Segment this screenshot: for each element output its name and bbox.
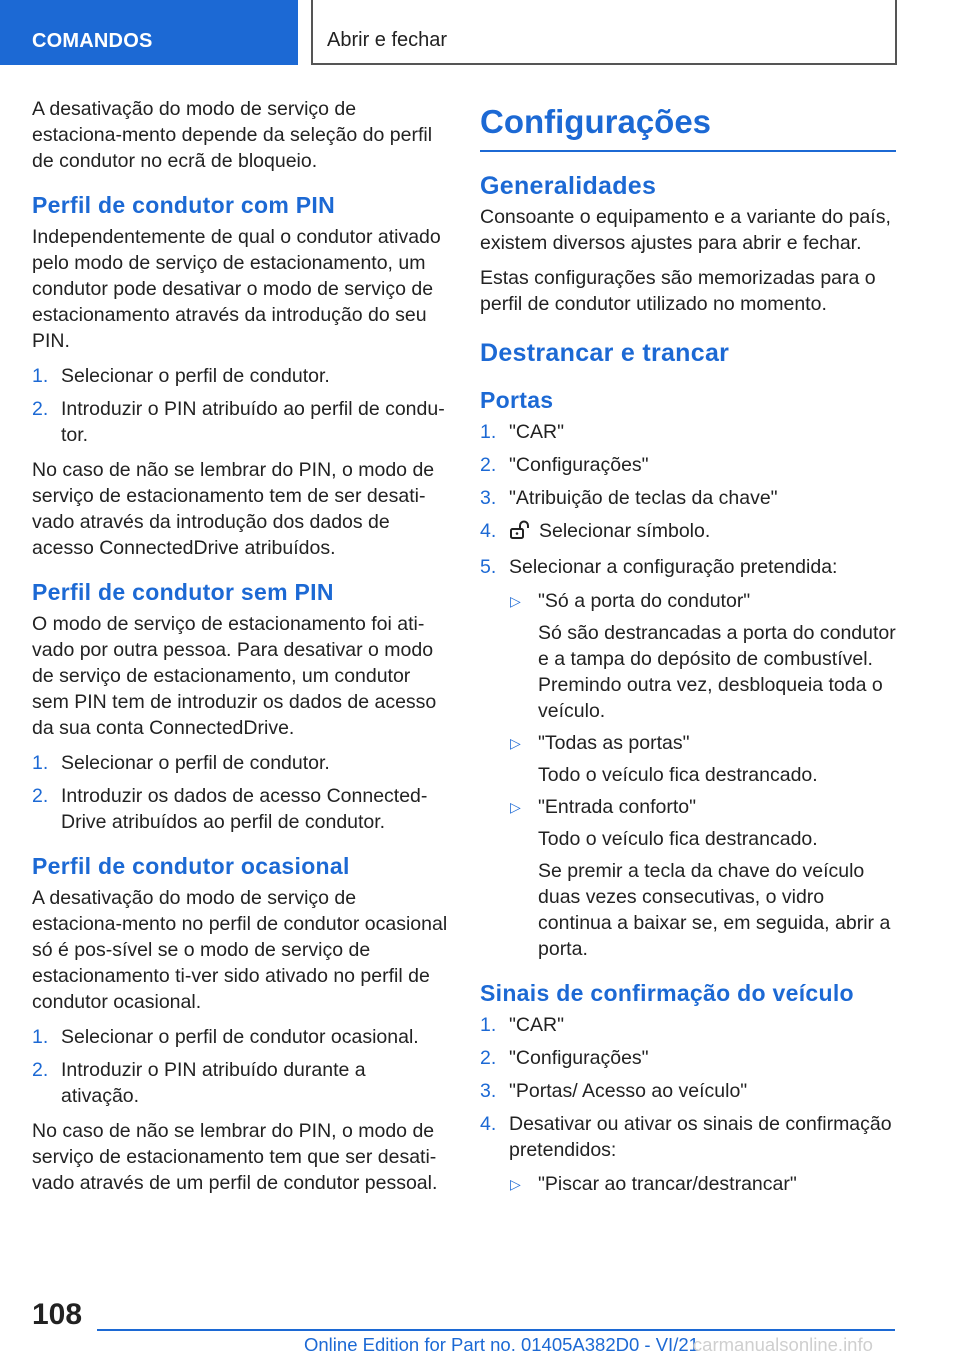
step-text: Introduzir o PIN atribuído durante a ativação. (61, 1059, 366, 1107)
list-item (480, 554, 896, 962)
option-label: "Todas as portas" (538, 732, 690, 754)
option-item (480, 1171, 896, 1197)
list-item (480, 1078, 896, 1104)
nopin-profile-text: O modo de serviço de estacionamento foi ati-vado por outra pessoa. Para desativar o modo de serviço de estacionamento, um condutor sem PIN tem de introduzir os dados de acesso da sua conta ConnectedDrive. (32, 613, 437, 739)
option-description: Só são destrancadas a porta do condutor e a tampa do depósito de combustível. Premindo outra vez, desbloqueia toda o veículo. (538, 622, 896, 722)
step-text: Selecionar a configuração pretendida: (509, 556, 838, 578)
list-item (480, 1111, 896, 1197)
step-number: 1. (32, 1026, 49, 1048)
list-item (480, 419, 896, 445)
general-text-2: Estas configurações são memorizadas para o perfil de condutor utilizado no momento. (480, 267, 876, 315)
step-number: 4. (480, 520, 497, 542)
list-item (480, 452, 896, 478)
step-text: Selecionar símbolo. (539, 520, 711, 542)
list-item (480, 1012, 896, 1038)
right-column (480, 100, 896, 1206)
step-number: 4. (480, 1113, 497, 1135)
step-text: Selecionar o perfil de condutor. (61, 365, 330, 387)
step-text: Desativar ou ativar os sinais de confirmação pretendidos: (509, 1113, 892, 1161)
list-item (32, 396, 448, 448)
step-number: 1. (32, 365, 49, 387)
guest-profile-heading: Perfil de condutor ocasional (32, 853, 350, 879)
option-description: Todo o veículo fica destrancado. (538, 764, 818, 786)
list-item (480, 1045, 896, 1071)
step-number: 3. (480, 487, 497, 509)
pin-profile-heading: Perfil de condutor com PIN (32, 192, 336, 218)
triangle-bullet-icon: ▷ (510, 1176, 521, 1192)
step-text: "Atribuição de teclas da chave" (509, 487, 778, 509)
step-number: 1. (480, 421, 497, 443)
watermark-text: carmanualsonline.info (692, 1334, 873, 1355)
triangle-bullet-icon: ▷ (510, 593, 521, 609)
triangle-bullet-icon: ▷ (510, 735, 521, 751)
list-item (32, 750, 448, 776)
pin-steps-list (32, 363, 448, 448)
page-number: 108 (32, 1298, 83, 1331)
option-item (480, 588, 896, 724)
general-heading: Generalidades (480, 172, 657, 200)
step-text: Selecionar o perfil de condutor. (61, 752, 330, 774)
list-item (480, 485, 896, 511)
step-text: "Portas/ Acesso ao veículo" (509, 1080, 748, 1102)
step-number: 3. (480, 1080, 497, 1102)
step-text: "Configurações" (509, 454, 649, 476)
intro-paragraph: A desativação do modo de serviço de estaciona-mento depende da seleção do perfil de condutor no ecrã de bloqueio. (32, 98, 433, 172)
nopin-steps-list (32, 750, 448, 835)
step-text: "Configurações" (509, 1047, 649, 1069)
chapter-tab (311, 0, 897, 65)
option-label: "Só a porta do condutor" (538, 590, 751, 612)
step-number: 2. (480, 454, 497, 476)
list-item (32, 1024, 448, 1050)
unlock-icon (509, 520, 531, 547)
settings-title: Configurações (480, 100, 896, 152)
doors-steps-list (480, 419, 896, 962)
guest-steps-list (32, 1024, 448, 1109)
option-description-extra: Se premir a tecla da chave do veículo duas vezes consecutivas, o vidro continua a baixar se, em seguida, abrir a porta. (538, 860, 891, 960)
step-number: 1. (480, 1014, 497, 1036)
step-number: 1. (32, 752, 49, 774)
step-text: "CAR" (509, 421, 565, 443)
left-column (32, 96, 448, 1205)
nopin-profile-heading: Perfil de condutor sem PIN (32, 579, 334, 605)
pin-note: No caso de não se lembrar do PIN, o modo de serviço de estacionamento tem de ser desati-vado através da introdução dos dados de acesso ConnectedDrive atribuídos. (32, 459, 435, 559)
signal-options-list (480, 1171, 896, 1197)
list-item (32, 363, 448, 389)
chapter-title: Abrir e fechar (327, 29, 448, 51)
general-text-1: Consoante o equipamento e a variante do país, existem diversos ajustes para abrir e fechar. (480, 206, 891, 254)
option-description: Todo o veículo fica destrancado. (538, 828, 818, 850)
pin-profile-text: Independentemente de qual o condutor ativado pelo modo de serviço de estacionamento, um condutor pode desativar o modo de serviço de estacionamento através da introdução do seu PIN. (32, 226, 441, 352)
footer-edition (304, 1334, 873, 1356)
footer-divider (97, 1329, 895, 1331)
step-text: Selecionar o perfil de condutor ocasional. (61, 1026, 419, 1048)
option-item (480, 794, 896, 962)
guest-note: No caso de não se lembrar do PIN, o modo de serviço de estacionamento tem que ser desati-vado através de um perfil de condutor pessoal. (32, 1120, 438, 1194)
triangle-bullet-icon: ▷ (510, 799, 521, 815)
step-text: Introduzir o PIN atribuído ao perfil de condu-tor. (61, 398, 445, 446)
step-number: 5. (480, 556, 497, 578)
option-label: "Entrada conforto" (538, 796, 697, 818)
list-item (32, 1057, 448, 1109)
section-title: COMANDOS (32, 30, 153, 52)
doors-heading: Portas (480, 387, 554, 413)
edition-text: Online Edition for Part no. 01405A382D0 - VI/21 (304, 1334, 699, 1355)
option-label: "Piscar ao trancar/destrancar" (538, 1173, 797, 1195)
step-number: 2. (32, 1059, 49, 1081)
door-options-list (480, 588, 896, 962)
option-item (480, 730, 896, 788)
step-number: 2. (32, 398, 49, 420)
list-item (480, 518, 896, 547)
step-number: 2. (480, 1047, 497, 1069)
lock-unlock-heading: Destrancar e trancar (480, 339, 730, 367)
signals-steps-list (480, 1012, 896, 1197)
signals-heading: Sinais de confirmação do veículo (480, 980, 854, 1006)
step-number: 2. (32, 785, 49, 807)
step-text: "CAR" (509, 1014, 565, 1036)
guest-profile-text: A desativação do modo de serviço de estaciona-mento no perfil de condutor ocasional só é pos-sível se o modo de serviço de estacionamento ti-ver sido ativado no perfil de condutor ocasional. (32, 887, 448, 1013)
section-tab (0, 0, 298, 65)
step-text: Introduzir os dados de acesso Connected-Drive atribuídos ao perfil de condutor. (61, 785, 428, 833)
list-item (32, 783, 448, 835)
